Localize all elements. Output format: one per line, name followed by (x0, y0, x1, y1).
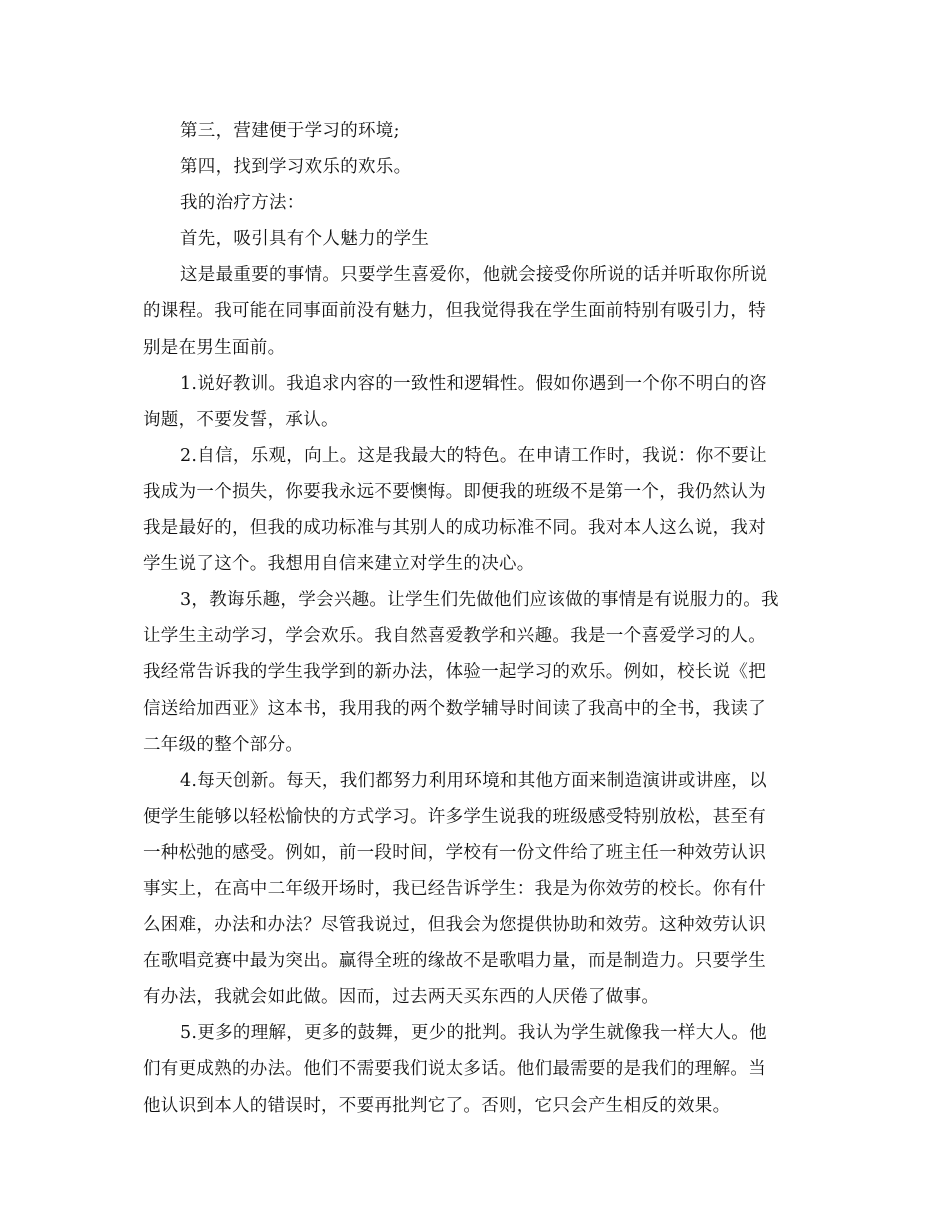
text-line: 一种松弛的感受。例如，前一段时间，学校有一份文件给了班主任一种效劳认识 (143, 842, 766, 863)
text-line: 有办法，我就会如此做。因而，过去两天买东西的人厌倦了做事。 (143, 987, 660, 1008)
text-line: 在歌唱竞赛中最为突出。赢得全班的缘故不是歌唱力量，而是制造力。只要学生 (143, 951, 766, 972)
text-line: 他认识到本人的错误时，不要再批判它了。否则，它只会产生相反的效果。 (143, 1095, 731, 1116)
text-line: 5.更多的理解，更多的鼓舞，更少的批判。我认为学生就像我一样大人。他 (180, 1023, 767, 1044)
text-line: 事实上，在高中二年级开场时，我已经告诉学生：我是为你效劳的校长。你有什 (143, 878, 766, 899)
text-line: 学生说了这个。我想用自信来建立对学生的决心。 (143, 554, 535, 575)
text-line: 我经常告诉我的学生我学到的新办法，体验一起学习的欢乐。例如，校长说《把 (143, 662, 766, 683)
text-line: 这是最重要的事情。只要学生喜爱你，他就会接受你所说的话并听取你所说 (180, 265, 768, 286)
document-body (143, 113, 807, 1124)
text-line: 我是最好的，但我的成功标准与其别人的成功标准不同。我对本人这么说，我对 (143, 518, 766, 539)
text-line: 别是在男生面前。 (143, 337, 286, 358)
text-line: 二年级的整个部分。 (143, 734, 304, 755)
text-line: 让学生主动学习，学会欢乐。我自然喜爱教学和兴趣。我是一个喜爱学习的人。 (143, 626, 766, 647)
text-line: 信送给加西亚》这本书，我用我的两个数学辅导时间读了我高中的全书，我读了 (143, 698, 766, 719)
text-line: 我的治疗方法： (180, 193, 305, 214)
text-line: 第四，找到学习欢乐的欢乐。 (180, 157, 412, 178)
text-line: 们有更成熟的办法。他们不需要我们说太多话。他们最需要的是我们的理解。当 (143, 1059, 766, 1080)
text-line: 第三，营建便于学习的环境; (180, 121, 400, 141)
text-line: 询题，不要发誓，承认。 (143, 409, 339, 430)
text-line: 2.自信，乐观，向上。这是我最大的特色。在申请工作时，我说：你不要让 (180, 445, 767, 466)
text-line: 便学生能够以轻松愉快的方式学习。许多学生说我的班级感受特别放松，甚至有 (143, 806, 766, 827)
text-line: 的课程。我可能在同事面前没有魅力，但我觉得我在学生面前特别有吸引力，特 (143, 301, 766, 322)
text-line: 我成为一个损失，你要我永远不要懊悔。即便我的班级不是第一个，我仍然认为 (143, 481, 766, 502)
text-line: 1.说好教训。我追求内容的一致性和逻辑性。假如你遇到一个你不明白的咨 (180, 373, 767, 394)
text-line: 3，教诲乐趣，学会兴趣。让学生们先做他们应该做的事情是有说服力的。我 (180, 590, 779, 611)
text-line: 首先，吸引具有个人魅力的学生 (180, 229, 430, 250)
text-line: 么困难，办法和办法？尽管我说过，但我会为您提供协助和效劳。这种效劳认识 (143, 915, 766, 936)
text-line: 4.每天创新。每天，我们都努力利用环境和其他方面来制造演讲或讲座，以 (180, 770, 767, 791)
